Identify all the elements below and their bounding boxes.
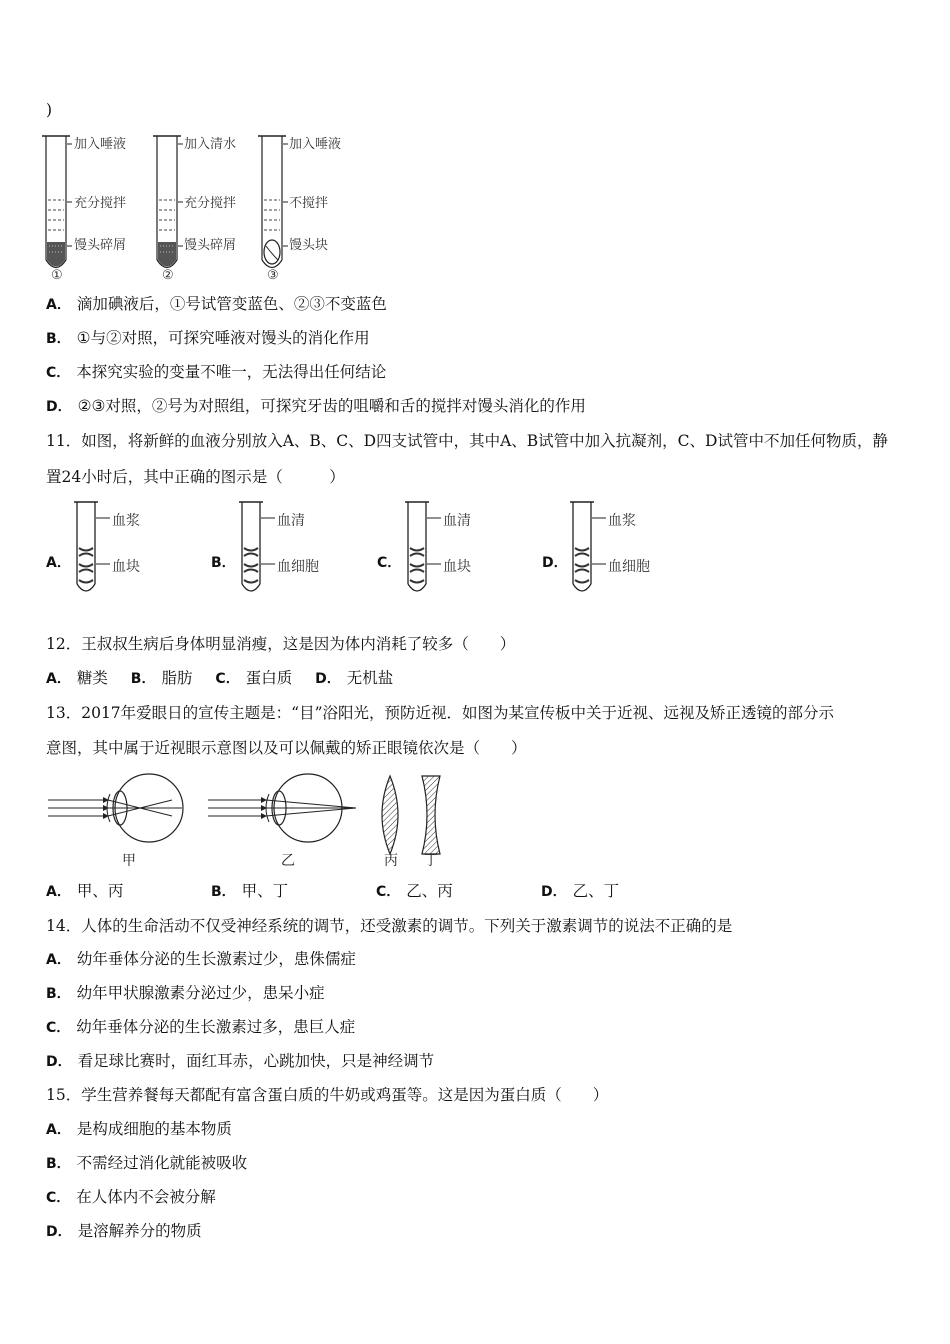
q10-option-c[interactable]: C． 本探究实验的变量不唯一，无法得出任何结论: [46, 363, 387, 381]
q14-stem: 14．人体的生命活动不仅受神经系统的调节，还受激素的调节。下列关于激素调节的说法不正确的是: [46, 917, 733, 935]
q12-options: [46, 668, 393, 689]
q12-option-d[interactable]: D． 无机盐: [315, 669, 394, 687]
q10-tube-2-bottom-label: 馒头碎屑: [184, 238, 237, 253]
q10-tube-2-mid-label: 充分搅拌: [184, 196, 237, 211]
q11-option-letter: C．: [377, 555, 402, 571]
q10-tube-3-top-label: 加入唾液: [289, 137, 342, 152]
q14-option-d[interactable]: D． 看足球比赛时，面红耳赤，心跳加快，只是神经调节: [46, 1052, 435, 1070]
q11-option-a[interactable]: [46, 498, 196, 608]
q11-tube-bottom-label: 血细胞: [277, 559, 319, 575]
q10-tube-3-mid-label: 不搅拌: [289, 196, 329, 211]
q13-figure-label-4: 丁: [424, 853, 438, 869]
q13-figure-label-3: 丙: [384, 853, 398, 869]
q11-tube-top-label: 血浆: [112, 513, 140, 529]
q10-tube-1-number: ①: [51, 268, 63, 283]
q12-option-c[interactable]: C． 蛋白质: [215, 669, 293, 687]
q13-option-b[interactable]: B． 甲、丁: [211, 882, 289, 900]
q11-option-letter: B．: [211, 555, 236, 571]
q13-eye-figure: [44, 770, 464, 870]
q11-option-c[interactable]: [377, 498, 527, 608]
q10-option-d[interactable]: D． ②③对照，②号为对照组，可探究牙齿的咀嚼和舌的搅拌对馒头消化的作用: [46, 397, 586, 415]
q13-stem-line2: 意图，其中属于近视眼示意图以及可以佩戴的矫正眼镜依次是（ ）: [46, 739, 527, 757]
q10-tube-2-number: ②: [162, 268, 174, 283]
q12-stem: 12．王叔叔生病后身体明显消瘦，这是因为体内消耗了较多（ ）: [46, 635, 516, 653]
eye-yi: [208, 774, 356, 842]
q13-option-d[interactable]: D． 乙、丁: [541, 882, 620, 900]
q11-option-letter: D．: [542, 555, 568, 571]
q11-option-d[interactable]: [542, 498, 692, 608]
lens-ding: [422, 776, 440, 854]
q14-option-a[interactable]: A． 幼年垂体分泌的生长激素过少，患侏儒症: [46, 950, 356, 968]
q11-tube-top-label: 血清: [443, 513, 471, 529]
q11-option-letter: A．: [46, 555, 71, 571]
q10-tube-3-bottom-label: 馒头块: [289, 238, 329, 253]
q13-figure-label-1: 甲: [122, 853, 136, 869]
q11-tube-top-label: 血浆: [608, 513, 636, 529]
q10-option-b[interactable]: B． ①与②对照，可探究唾液对馒头的消化作用: [46, 329, 370, 347]
q10-tube-2-top-label: 加入清水: [184, 137, 237, 152]
eye-jia: [48, 774, 183, 842]
q10-tube-2: [153, 136, 183, 268]
q13-option-a[interactable]: A． 甲、丙: [46, 882, 124, 900]
q13-option-c[interactable]: C． 乙、丙: [376, 882, 453, 900]
q10-tube-1-top-label: 加入唾液: [74, 137, 127, 152]
q11-tube-bottom-label: 血块: [112, 559, 140, 575]
q13-options: [46, 881, 619, 902]
q11-tube-bottom-label: 血细胞: [608, 559, 650, 575]
q15-stem: 15．学生营养餐每天都配有富含蛋白质的牛奶或鸡蛋等。这是因为蛋白质（ ）: [46, 1086, 609, 1104]
q14-option-b[interactable]: B． 幼年甲状腺激素分泌过少，患呆小症: [46, 984, 325, 1002]
q11-stem-line1: 11．如图，将新鲜的血液分别放入A、B、C、D四支试管中，其中A、B试管中加入抗凝剂，C、D试管中不加任何物质，静: [46, 432, 888, 450]
q15-option-d[interactable]: D． 是溶解养分的物质: [46, 1222, 202, 1240]
q11-tube-bottom-label: 血块: [443, 559, 471, 575]
q11-stem-line2: 置24小时后，其中正确的图示是（ ）: [46, 468, 345, 486]
q11-option-b[interactable]: [211, 498, 361, 608]
q13-figure-label-2: 乙: [281, 853, 295, 869]
q10-tube-3: [258, 136, 288, 268]
q10-option-a[interactable]: A． 滴加碘液后，①号试管变蓝色、②③不变蓝色: [46, 295, 387, 313]
q15-option-a[interactable]: A． 是构成细胞的基本物质: [46, 1120, 232, 1138]
q15-option-b[interactable]: B． 不需经过消化就能被吸收: [46, 1154, 248, 1172]
lens-bing: [382, 776, 398, 854]
q10-tube-3-number: ③: [267, 268, 279, 283]
q12-option-a[interactable]: A． 糖类: [46, 669, 108, 687]
q10-stem-tail: ): [46, 101, 53, 119]
q14-option-c[interactable]: C． 幼年垂体分泌的生长激素过多，患巨人症: [46, 1018, 356, 1036]
q10-tube-1-mid-label: 充分搅拌: [74, 196, 127, 211]
q13-stem-line1: 13．2017年爱眼日的宣传主题是：“目”浴阳光，预防近视．如图为某宣传板中关于近视、远视及矫正透镜的部分示: [46, 704, 835, 722]
q15-option-c[interactable]: C． 在人体内不会被分解: [46, 1188, 216, 1206]
q10-tube-1-bottom-label: 馒头碎屑: [74, 238, 127, 253]
q11-tube-top-label: 血清: [277, 513, 305, 529]
q10-tube-1: [42, 136, 72, 268]
q12-option-b[interactable]: B． 脂肪: [130, 669, 193, 687]
